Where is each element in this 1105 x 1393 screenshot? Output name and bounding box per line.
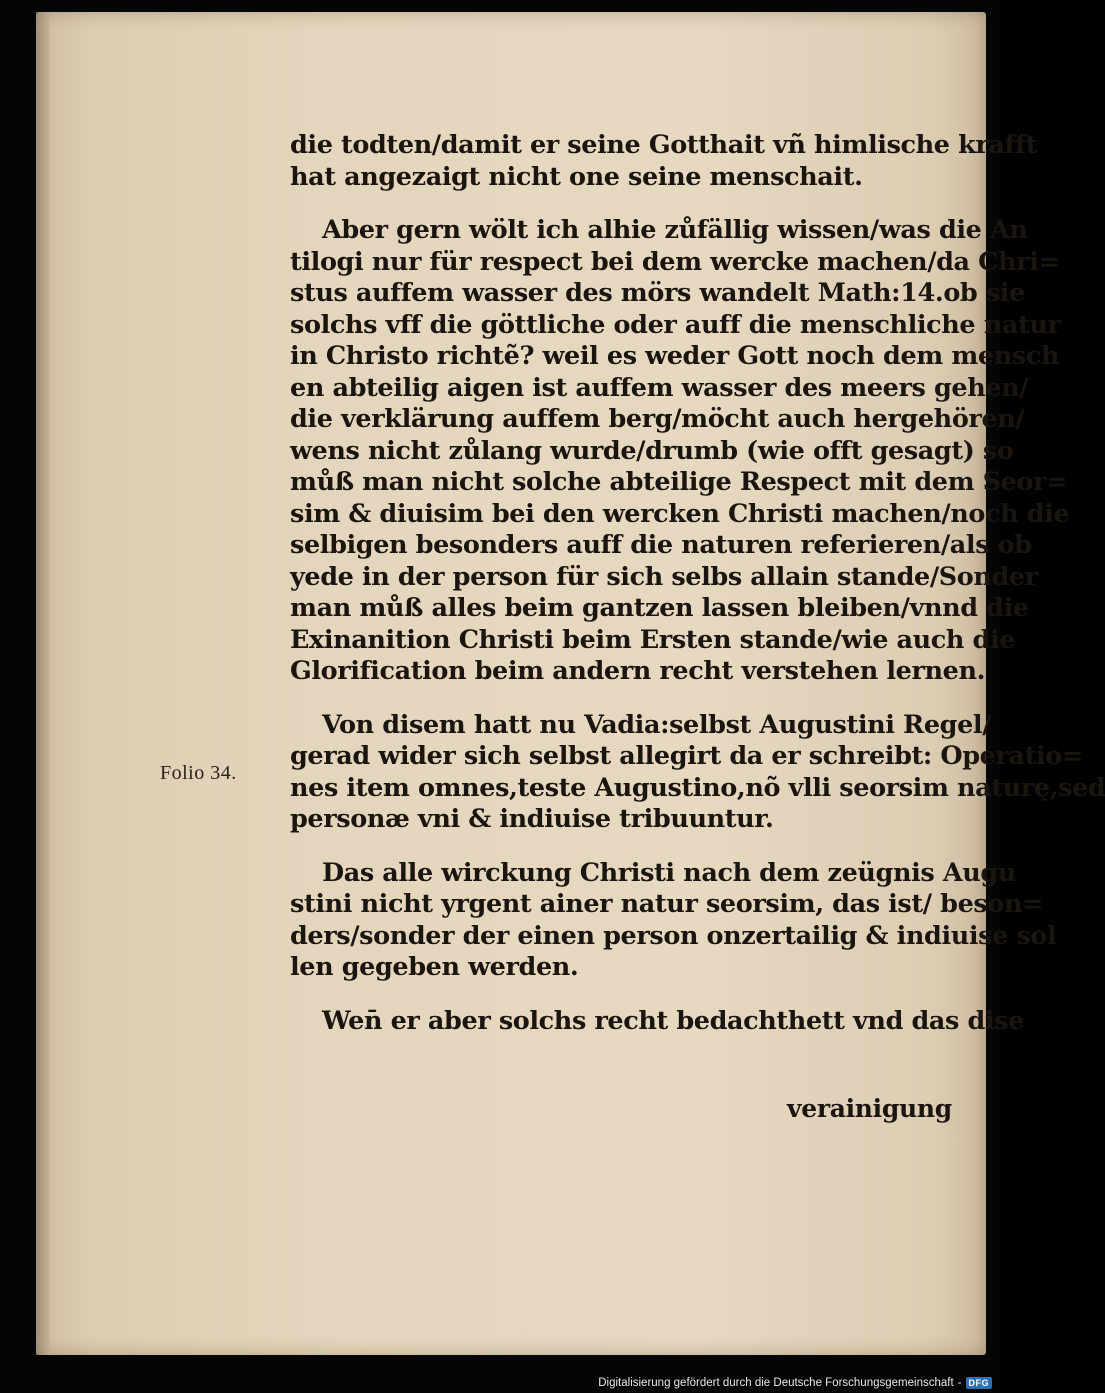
text-line: můß man nicht solche abteilige Respect mit dem Seor= [290, 467, 1068, 497]
paragraph [290, 130, 1038, 193]
catchword: verainigung [787, 1094, 952, 1123]
text-line: hat angezaigt nicht one seine menschait. [290, 161, 863, 192]
text-line: Wen̄ er aber solchs recht bedachthett vnd das dise [322, 1005, 1024, 1036]
text-line: nes item omnes,teste Augustino,nõ vlli seorsim naturę,sed [290, 772, 1105, 803]
paragraph [290, 857, 1057, 984]
paragraph [290, 709, 1105, 836]
paragraph-gap [290, 836, 950, 858]
paragraph-gap [290, 984, 950, 1006]
dfg-logo-icon: DFG [966, 1377, 993, 1389]
text-line: sim & diuisim bei den wercken Christi machen/noch die [290, 498, 1070, 529]
text-line: en abteilig aigen ist auffem wasser des meers gehen/ [290, 372, 1029, 403]
page-gutter-shadow [36, 12, 50, 1355]
paragraph [290, 215, 1070, 688]
text-line: yede in der person für sich selbs allain stande/Sonder [290, 561, 1038, 592]
main-text-block [290, 130, 1105, 1037]
text-line: Exinanition Christi beim Ersten stande/wie auch die [290, 624, 1016, 655]
marginal-note: Folio 34. [160, 762, 237, 784]
text-line: in Christo richtẽ? weil es weder Gott noch dem mensch [290, 341, 1060, 371]
paragraph [290, 1005, 1024, 1038]
text-line: die verklärung auffem berg/möcht auch hergehören/ [290, 404, 1025, 434]
text-line: ders/sonder der einen person onzertailig & indiuise sol [290, 920, 1057, 951]
text-line: Aber gern wölt ich alhie zůfällig wissen/was die An [322, 215, 1028, 245]
text-line: stus auffem wasser des mörs wandelt Math:14.ob sie [290, 278, 1025, 308]
footer-separator: - [957, 1377, 962, 1389]
text-line: die todten/damit er seine Gotthait vñ himlische krafft [290, 130, 1038, 160]
text-line: personæ vni & indiuise tribuuntur. [290, 804, 774, 834]
text-line: Glorification beim andern recht verstehen lernen. [290, 656, 986, 686]
paragraph-gap [290, 688, 950, 710]
text-line: solchs vff die göttliche oder auff die menschliche natur [290, 309, 1061, 340]
text-line: man můß alles beim gantzen lassen bleiben/vnnd die [290, 593, 1029, 623]
text-line: tilogi nur für respect bei dem wercke machen/da Chri= [290, 246, 1060, 277]
text-line: stini nicht yrgent ainer natur seorsim, das ist/ beson= [290, 889, 1044, 919]
text-line: wens nicht zůlang wurde/drumb (wie offt gesagt) so [290, 435, 1014, 466]
text-line: selbigen besonders auff die naturen referieren/als ob [290, 530, 1032, 560]
text-line: Von disem hatt nu Vadia:selbst Augustini Regel/ [322, 709, 992, 740]
text-line: Das alle wirckung Christi nach dem zeügnis Augu [322, 857, 1016, 888]
footer-credit: Digitalisierung gefördert durch die Deutsche Forschungsgemeinschaft [598, 1377, 954, 1389]
paragraph-gap [290, 193, 950, 215]
digitization-footer [598, 1377, 992, 1389]
text-line: len gegeben werden. [290, 952, 579, 982]
text-line: gerad wider sich selbst allegirt da er schreibt: Operatio= [290, 741, 1083, 771]
